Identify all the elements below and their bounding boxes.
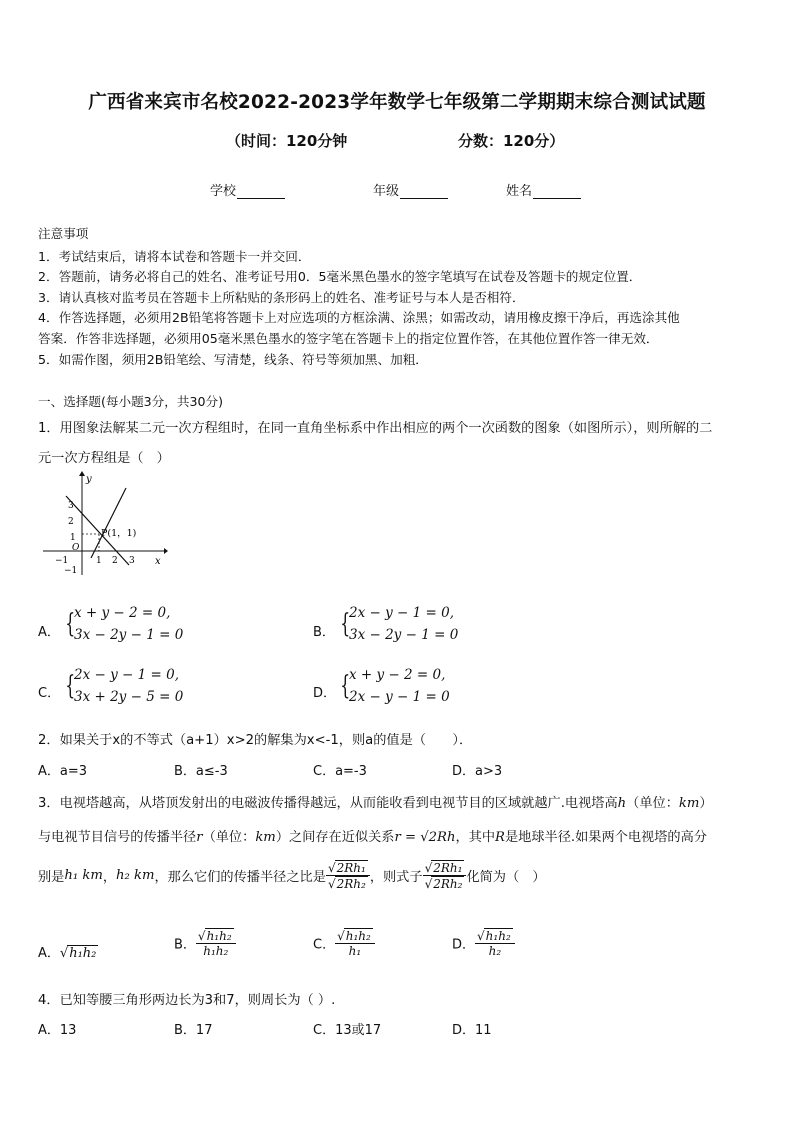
equation: 3x + 2y − 5 = 0 — [74, 689, 184, 705]
option-2c: C．a=-3 — [313, 764, 367, 779]
option-3d: D． $\frac{\text{√h₁h₂}}{\text{h₂}}$ — [452, 928, 515, 958]
option-4d: D．11 — [452, 1023, 492, 1038]
question-4: 4．已知等腰三角形两边长为3和7，则周长为（ ）. — [38, 993, 336, 1008]
question-3-line1: 3．电视塔越高，从塔顶发射出的电磁波传播得越远，从而能收看到电视节目的区域就越广.电视塔高h（单位：km） — [38, 796, 713, 811]
school-field — [210, 180, 285, 199]
notes-heading: 注意事项 — [38, 226, 89, 241]
note-item: 2．答题前，请务必将自己的姓名、准考证号用0．5毫米黑色墨水的签字笔填写在试卷及答题卡的规定位置． — [38, 269, 642, 284]
equation: 2x − y − 1 = 0 — [349, 689, 450, 705]
option-2a: A．a=3 — [38, 764, 88, 779]
option-3c: C． $\frac{\text{√h₁h₂}}{\text{h₁}}$ — [313, 928, 375, 958]
name-label: 姓名 — [506, 184, 533, 199]
point-p-label: P(1，1) — [101, 528, 137, 539]
x-tick: −1 — [55, 556, 69, 566]
option-1b-letter: B． — [313, 625, 335, 640]
y-tick: −1 — [64, 566, 78, 576]
question-2: 2．如果关于x的不等式（a+1）x>2的解集为x<-1，则a的值是（ ）． — [38, 733, 473, 748]
note-item: 答案．作答非选择题，必须用05毫米黑色墨水的签字笔在答题卡上的指定位置作答，在其他位置作答一律无效． — [38, 331, 659, 346]
option-2b: B．a≤-3 — [174, 764, 228, 779]
grade-label: 年级 — [373, 184, 400, 199]
origin-label: O — [72, 543, 80, 553]
option-1d-letter: D． — [313, 686, 337, 701]
option-1a-letter: A． — [38, 625, 60, 640]
exam-time: （时间：120分钟 — [226, 132, 348, 150]
note-item: 5．如需作图，须用2B铅笔绘、写清楚，线条、符号等须加黑、加粗． — [38, 352, 428, 367]
option-2d: D．a>3 — [452, 764, 503, 779]
x-tick: 1 — [96, 556, 102, 566]
equation: 2x − y − 1 = 0, — [349, 605, 454, 621]
note-item: 3．请认真核对监考员在答题卡上所粘贴的条形码上的姓名、准考证号与本人是否相符． — [38, 290, 525, 305]
note-item: 4．作答选择题，必须用2B铅笔将答题卡上对应选项的方框涂满、涂黑；如需改动，请用橡皮擦干净后，再选涂其他 — [38, 310, 680, 325]
grade-field — [373, 180, 448, 199]
school-label: 学校 — [210, 184, 237, 199]
option-4b: B．17 — [174, 1023, 213, 1038]
name-field — [506, 180, 581, 199]
x-axis-label: x — [155, 556, 161, 567]
question-1-line2: 元一次方程组是（ ） — [38, 451, 170, 466]
equation: 3x − 2y − 1 = 0 — [349, 627, 459, 643]
section-heading: 一、选择题(每小题3分，共30分) — [38, 394, 223, 409]
y-tick: 2 — [68, 517, 74, 527]
option-4a: A．13 — [38, 1023, 77, 1038]
y-tick: 3 — [68, 501, 74, 511]
name-blank — [533, 186, 581, 199]
option-4c: C．13或17 — [313, 1023, 382, 1038]
equation: x + y − 2 = 0, — [74, 605, 171, 621]
page-title: 广西省来宾市名校2022-2023学年数学七年级第二学期期末综合测试试题 — [88, 92, 706, 113]
exam-score: 分数：120分） — [458, 132, 565, 150]
equation: 2x − y − 1 = 0, — [74, 667, 179, 683]
option-3b: B． $\frac{\text{√h₁h₂}}{\text{h₁h₂}}$ — [174, 928, 236, 958]
x-tick: 3 — [129, 556, 135, 566]
equation: x + y − 2 = 0, — [349, 667, 446, 683]
ratio-fraction: $\frac{\text{√2Rh₁}}{\text{√2Rh₂}}$ — [326, 860, 370, 891]
coordinate-graph — [38, 470, 168, 580]
x-tick: 2 — [112, 556, 118, 566]
equation: 3x − 2y − 1 = 0 — [74, 627, 184, 643]
option-3a: A．√h₁h₂ — [38, 946, 97, 961]
grade-blank — [400, 186, 448, 199]
y-axis-label: y — [86, 474, 92, 485]
school-blank — [237, 186, 285, 199]
expression-fraction: $\frac{\text{√2Rh₁}}{\text{√2Rh₂}}$ — [423, 860, 467, 891]
question-3-line3: 别是h₁ km，h₂ km，那么它们的传播半径之比是 $\frac{\text{√2Rh₁}}{\text{√2Rh₂}}$ ，则式子 $\frac{\text{√2Rh₁}}{\text{√2Rh₂}}$ 化简为（ ） — [38, 861, 546, 891]
question-3-line2: 与电视节目信号的传播半径r（单位：km）之间存在近似关系r = √2Rh，其中R是地球半径.如果两个电视塔的高分 — [38, 830, 707, 845]
note-item: 1．考试结束后，请将本试卷和答题卡一并交回． — [38, 249, 311, 264]
y-tick: 1 — [70, 533, 76, 543]
question-1-line1: 1．用图象法解某二元一次方程组时，在同一直角坐标系中作出相应的两个一次函数的图象（如图所示），则所解的二 — [38, 421, 713, 436]
option-1c-letter: C． — [38, 686, 61, 701]
